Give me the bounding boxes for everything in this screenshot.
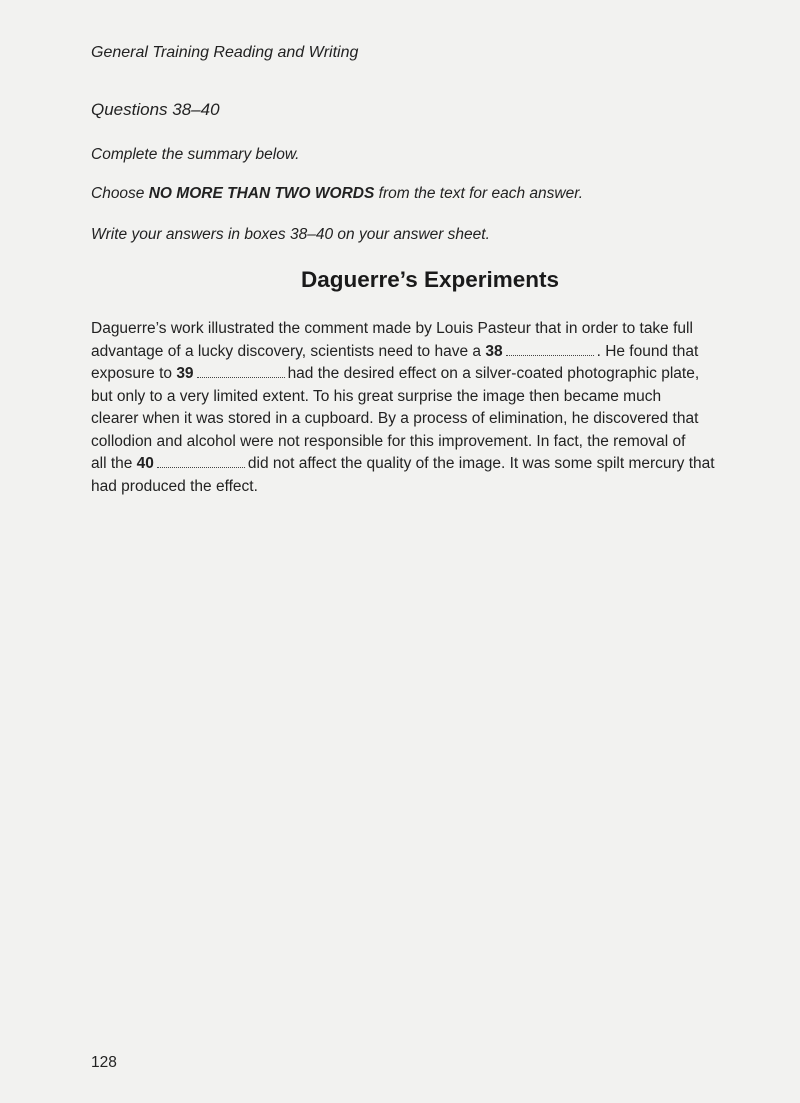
- instruction-suffix: from the text for each answer.: [374, 185, 584, 202]
- summary-text-segment: had the desired effect on a silver-coated photographic plate,: [287, 365, 700, 382]
- summary-line: [91, 476, 771, 499]
- summary-text-segment: . He found that: [596, 342, 699, 360]
- summary-text-segment: collodion and alcohol were not responsible for this improvement. In fact, the removal of: [91, 432, 686, 450]
- summary-line: [91, 453, 771, 476]
- summary-line: [91, 341, 771, 364]
- instruction-emphasis: NO MORE THAN TWO WORDS: [148, 185, 375, 202]
- summary-text-segment: Daguerre’s work illustrated the comment made by Louis Pasteur that in order to take full: [91, 320, 693, 337]
- summary-text-segment: but only to a very limited extent. To his great surprise the image then became much: [91, 387, 662, 405]
- instruction-prefix: Choose: [91, 185, 149, 202]
- question-number-39: 39: [176, 365, 194, 382]
- summary-text-segment: exposure to: [91, 365, 177, 382]
- summary-title: Daguerre’s Experiments: [300, 267, 560, 292]
- instruction-answer-sheet: Write your answers in boxes 38–40 on your answer sheet.: [91, 226, 490, 243]
- summary-line: [91, 318, 771, 341]
- summary-text-segment: advantage of a lucky discovery, scientists need to have a: [91, 342, 486, 360]
- summary-text-segment: had produced the effect.: [91, 477, 258, 495]
- answer-gap-38[interactable]: [506, 343, 594, 356]
- summary-line: [91, 386, 771, 409]
- question-number-38: 38: [485, 342, 503, 360]
- question-number-40: 40: [136, 455, 154, 472]
- summary-line: [91, 431, 771, 454]
- summary-line: [91, 363, 771, 386]
- answer-gap-40[interactable]: [157, 455, 245, 468]
- running-header: General Training Reading and Writing: [91, 44, 359, 61]
- summary-line: [91, 408, 771, 431]
- summary-text-segment: all the: [91, 455, 137, 472]
- instruction-word-limit: [91, 185, 583, 203]
- summary-text-segment: clearer when it was stored in a cupboard. By a process of elimination, he discovered that: [91, 410, 699, 427]
- instruction-complete: Complete the summary below.: [91, 146, 300, 163]
- question-range: Questions 38–40: [91, 100, 220, 119]
- answer-gap-39[interactable]: [197, 365, 285, 378]
- page-number: 128: [91, 1054, 117, 1071]
- summary-text-segment: did not affect the quality of the image. It was some spilt mercury that: [247, 455, 715, 472]
- summary-text: [91, 318, 771, 498]
